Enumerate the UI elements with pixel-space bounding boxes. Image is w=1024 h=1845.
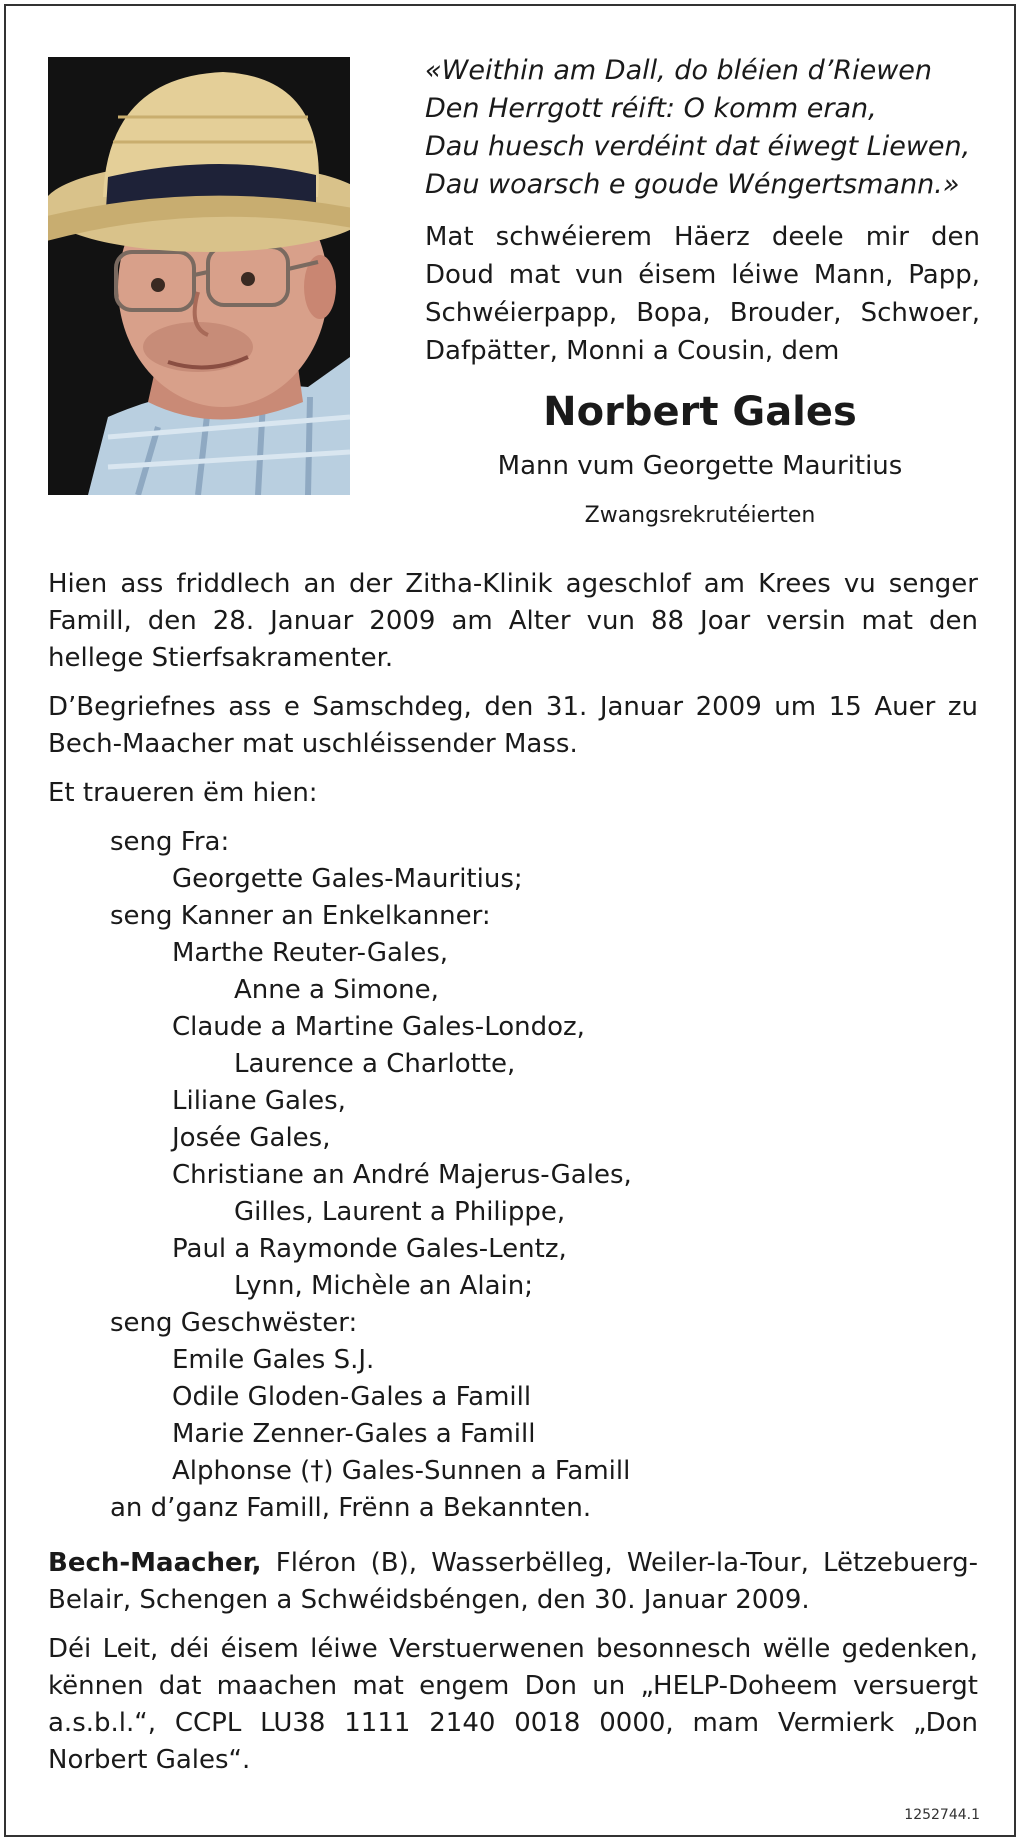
mourner-line: seng Geschwëster: bbox=[110, 1308, 358, 1338]
mourner-line: Liliane Gales, bbox=[172, 1086, 346, 1116]
poem-line: Dau woarsch e goude Wéngertsmann.» bbox=[425, 169, 960, 200]
mourner-line: Emile Gales S.J. bbox=[172, 1345, 375, 1375]
poem-line: «Weithin am Dall, do bléien d’Riewen bbox=[425, 55, 933, 86]
mourner-line: an d’ganz Famill, Frënn a Bekannten. bbox=[110, 1493, 592, 1523]
mourner-line: Christiane an André Majerus-Gales, bbox=[172, 1160, 632, 1190]
mourner-line: Georgette Gales-Mauritius; bbox=[172, 864, 523, 894]
mourner-line: Marie Zenner-Gales a Famill bbox=[172, 1419, 536, 1449]
mourner-line: Lynn, Michèle an Alain; bbox=[234, 1271, 533, 1301]
mourner-line: Odile Gloden-Gales a Famill bbox=[172, 1382, 532, 1412]
mourner-line: Marthe Reuter-Gales, bbox=[172, 938, 449, 968]
mourner-line: seng Fra: bbox=[110, 827, 230, 857]
poem-line: Den Herrgott réift: O komm eran, bbox=[425, 93, 877, 124]
mourner-line: seng Kanner an Enkelkanner: bbox=[110, 901, 491, 931]
poem-verse bbox=[425, 52, 985, 204]
death-paragraph: Hien ass friddlech an der Zitha-Klinik ageschlof am Krees vu senger Famill, den 28. Januar 2009 am Alter vun 88 Joar versin mat den hellege Stierfsakramenter. bbox=[48, 569, 978, 673]
announcement-intro: Mat schwéierem Häerz deele mir den Doud mat vun éisem léiwe Mann, Papp, Schwéierpapp, Bopa, Brouder, Schwoer, Dafpätter, Monni a Cousin, dem bbox=[425, 222, 980, 366]
mourner-line: Anne a Simone, bbox=[234, 975, 439, 1005]
burial-paragraph: D’Begriefnes ass e Samschdeg, den 31. Januar 2009 um 15 Auer zu Bech-Maacher mat uschléissender Mass. bbox=[48, 692, 978, 759]
place-rest: Fléron (B), Wasserbëlleg, Weiler-la-Tour, Lëtzebuerg-Belair, Schengen a Schwéidsbéngen, den 30. Januar 2009. bbox=[48, 1548, 978, 1615]
note-line: Zwangsrekrutéierten bbox=[584, 503, 816, 528]
mourners-intro: Et traueren ëm hien: bbox=[48, 778, 318, 808]
mourners-list bbox=[48, 824, 978, 1527]
mourner-line: Claude a Martine Gales-Londoz, bbox=[172, 1012, 585, 1042]
place-paragraph bbox=[48, 1545, 978, 1619]
mourner-line: Josée Gales, bbox=[172, 1123, 331, 1153]
portrait-photo bbox=[48, 57, 350, 495]
place-bold: Bech-Maacher, bbox=[48, 1548, 262, 1578]
deceased-name: Norbert Gales bbox=[543, 389, 857, 435]
poem-line: Dau huesch verdéint dat éiwegt Liewen, bbox=[425, 131, 971, 162]
reference-number: 1252744.1 bbox=[904, 1807, 980, 1823]
mourner-line: Gilles, Laurent a Philippe, bbox=[234, 1197, 566, 1227]
spouse-line: Mann vum Georgette Mauritius bbox=[497, 451, 903, 481]
notice-body bbox=[48, 566, 978, 1791]
mourner-line: Laurence a Charlotte, bbox=[234, 1049, 516, 1079]
donation-paragraph: Déi Leit, déi éisem léiwe Verstuerwenen besonnesch wëlle gedenken, kënnen dat maachen mat engem Don un „HELP-Doheem versuergt a.s.b.l.“, CCPL LU38 1111 2140 0018 0000, mam Vermierk „Don Norbert Gales“. bbox=[48, 1634, 978, 1775]
mourner-line: Paul a Raymonde Gales-Lentz, bbox=[172, 1234, 567, 1264]
mourner-line: Alphonse (†) Gales-Sunnen a Famill bbox=[172, 1456, 631, 1486]
